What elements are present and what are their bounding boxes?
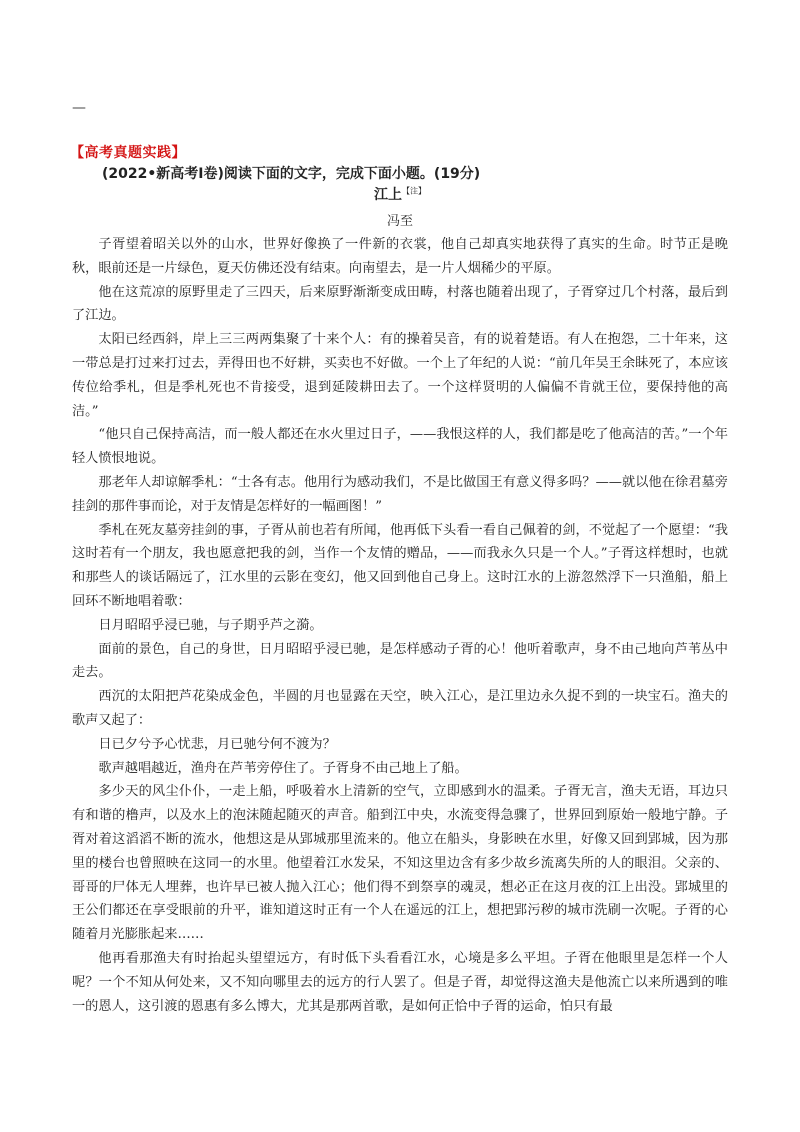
paragraph: 歌声越唱越近，渔舟在芦苇旁停住了。子胥身不由己地上了船。 [98,760,468,776]
paragraph: 那老年人却谅解季札：“士各有志。他用行为感动我们，不是比做国王有意义得多吗？——就以他在徐君墓旁挂剑的那件事而论，对于友情是怎样好的一幅画图！” [72,474,728,514]
title-text: 江上 [374,187,402,203]
paragraph: 他再看那渔夫有时抬起头望望远方，有时低下头看看江水，心境是多么平坦。子胥在他眼里是怎样一个人呢？一个不知从何处来，又不知向哪里去的远方的行人罢了。但是子胥，却觉得这渔夫是他流亡以来所遇到的唯一的恩人，这引渡的恩惠有多么博大，尤其是那两首歌，是如何正恰中子胥的运命，怕只有最 [72,950,728,1014]
paragraph: 面前的景色，自己的身世，日月昭昭乎浸已驰，是怎样感动子胥的心！他听着歌声，身不由己地向芦苇丛中走去。 [72,641,728,681]
question-instruction: (2022•新高考Ⅰ卷)阅读下面的文字，完成下面小题。(19分) [102,166,481,182]
song-line: 日已夕兮予心忧悲，月已驰兮何不渡为？ [98,736,336,752]
paragraph: “他只自己保持高洁，而一般人都还在水火里过日子，——我恨这样的人，我们都是吃了他高洁的苦。”一个年轻人愤恨地说。 [72,427,728,467]
paragraph: 多少天的风尘仆仆，一走上船，呼吸着水上清新的空气，立即感到水的温柔。子胥无言，渔夫无语，耳边只有和谐的橹声，以及水上的泡沫随起随灭的声音。船到江中央，水流变得急骤了，世界回到原始一般地宁静。子胥对着这滔滔不断的流水，他想这是从郢城那里流来的。他立在船头，身影映在水里，好像又回到郢城，因为那里的楼台也曾照映在这同一的水里。他望着江水发呆，不知这里边含有多少故乡流离失所的人的眼泪。父亲的、哥哥的尸体无人埋葬，也许早已被人抛入江心；他们得不到祭享的魂灵，想必正在这月夜的江上出没。郢城里的王公们都还在享受眼前的升平，谁知道这时正有一个人在遥远的江上，想把郢污秽的城市洗刷一次呢。子胥的心随着月光膨胀起来…… [72,784,728,943]
paragraph: 太阳已经西斜，岸上三三两两集聚了十来个人：有的操着吴音，有的说着楚语。有人在抱怨，二十年来，这一带总是打过来打过去，弄得田也不好耕，买卖也不好做。一个上了年纪的人说：“前几年吴王余眛死了，本应该传位给季札，但是季札死也不肯接受，退到延陵耕田去了。一个这样贤明的人偏偏不肯就王位，要保持他的高洁。” [72,332,728,419]
article-author: 冯至 [386,214,413,229]
song-line: 日月昭昭乎浸已驰，与子期乎芦之漪。 [98,617,323,633]
article-body [72,233,728,1018]
paragraph: 子胥望着昭关以外的山水，世界好像换了一件新的衣裳，他自己却真实地获得了真实的生命。时节正是晚秋，眼前还是一片绿色，夏天仿佛还没有结束。向南望去，是一片人烟稀少的平原。 [72,237,728,276]
paragraph: 他在这荒凉的原野里走了三四天，后来原野渐渐变成田畴，村落也随着出现了，子胥穿过几个村落，最后到了江边。 [72,284,728,324]
header-dash: — [72,100,86,116]
paragraph: 季札在死友墓旁挂剑的事，子胥从前也若有所闻，他再低下头看一看自己佩着的剑，不觉起了一个愿望：“我这时若有一个朋友，我也愿意把我的剑，当作一个友情的赠品，——而我永久只是一个人。”子胥这样想时，也就和那些人的谈话隔远了，江水里的云影在变幻，他又回到他自己身上。这时江水的上游忽然浮下一只渔船，船上回环不断地唱着歌： [72,522,728,609]
title-note: 【注】 [402,186,426,196]
article-title [0,184,800,204]
paragraph: 西沉的太阳把芦花染成金色，半圆的月也显露在天空，映入江心，是江里边永久捉不到的一块宝石。渔夫的歌声又起了： [72,689,728,728]
section-badge: 【高考真题实践】 [70,145,186,161]
